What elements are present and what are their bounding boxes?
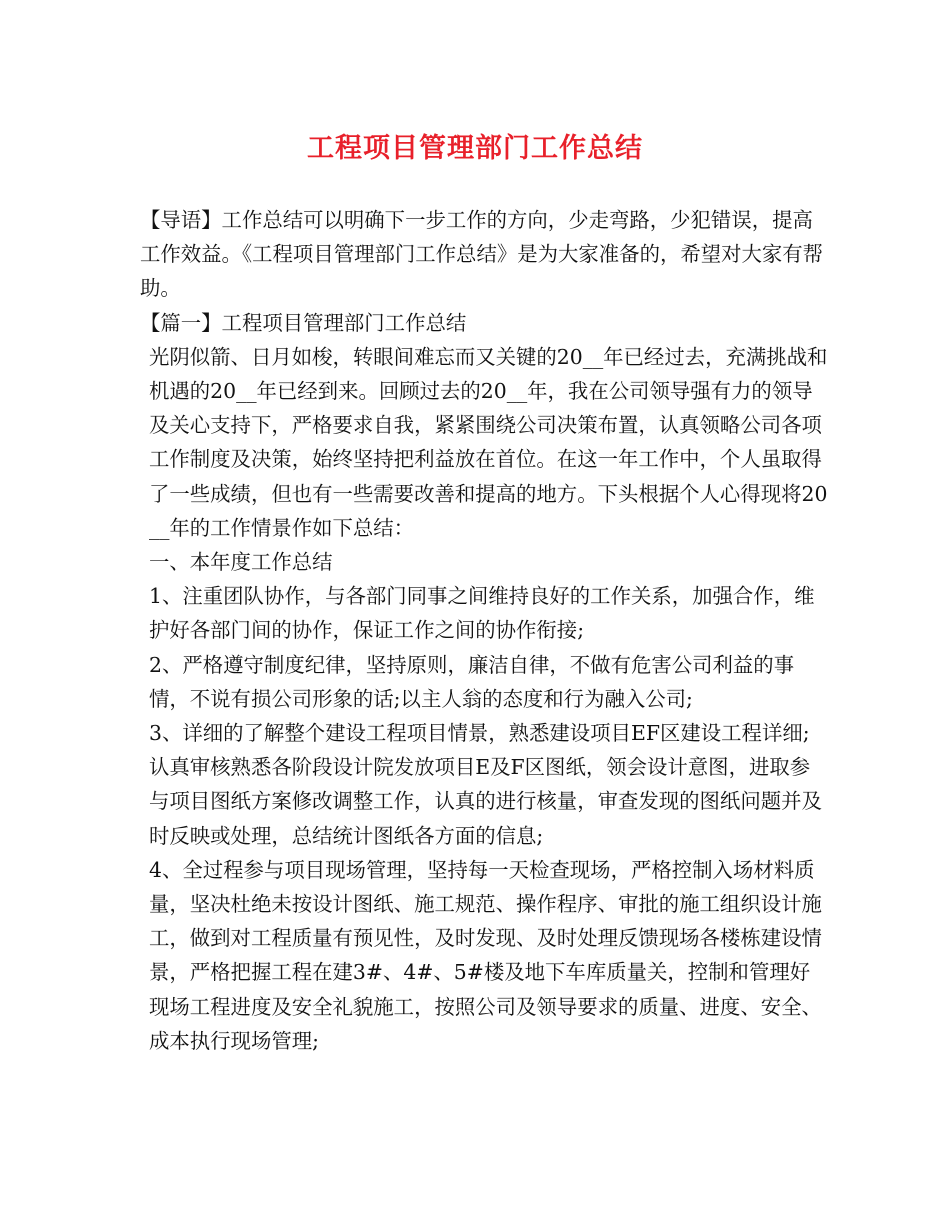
list-item: 1、注重团队协作，与各部门同事之间维持良好的工作关系，加强合作，维护好各部门间的协作，保证工作之间的协作衔接; <box>149 584 815 643</box>
list-item: 2、严格遵守制度纪律，坚持原则，廉洁自律，不做有危害公司利益的事情，不说有损公司形象的话;以主人翁的态度和行为融入公司; <box>149 652 795 711</box>
section-heading: 【篇一】工程项目管理部门工作总结 <box>140 310 467 335</box>
list-item: 3、详细的了解整个建设工程项目情景，熟悉建设项目EF区建设工程详细;认真审核熟悉各阶段设计院发放项目E及F区图纸，领会设计意图，进取参与项目图纸方案修改调整工作，认真的进行核量，审查发现的图纸问题并及时反映或处理，总结统计图纸各方面的信息; <box>149 721 822 848</box>
subsection-heading: 一、本年度工作总结 <box>149 550 333 575</box>
list-item: 4、全过程参与项目现场管理，坚持每一天检查现场，严格控制入场材料质量，坚决杜绝未按设计图纸、施工规范、操作程序、审批的施工组织设计施工，做到对工程质量有预见性，及时发现、及时处理反馈现场各楼栋建设情景，严格把握工程在建3#、4#、5#楼及地下车库质量关，控制和管理好现场工程进度及安全礼貌施工，按照公司及领导要求的质量、进度、安全、成本执行现场管理; <box>149 857 822 1053</box>
document-body <box>140 203 828 1058</box>
page-title: 工程项目管理部门工作总结 <box>307 133 643 164</box>
body-paragraph: 光阴似箭、日月如梭，转眼间难忘而又关键的20__年已经过去，充满挑战和机遇的20__年已经到来。回顾过去的20__年，我在公司领导强有力的领导及关心支持下，严格要求自我，紧紧围绕公司决策布置，认真领略公司各项工作制度及决策，始终坚持把利益放在首位。在这一年工作中，个人虽取得了一些成绩，但也有一些需要改善和提高的地方。下头根据个人心得现将20__年的工作情景作如下总结： <box>149 344 828 540</box>
intro-paragraph: 【导语】工作总结可以明确下一步工作的方向，少走弯路，少犯错误，提高工作效益。《工程项目管理部门工作总结》是为大家准备的，希望对大家有帮助。 <box>140 208 824 301</box>
